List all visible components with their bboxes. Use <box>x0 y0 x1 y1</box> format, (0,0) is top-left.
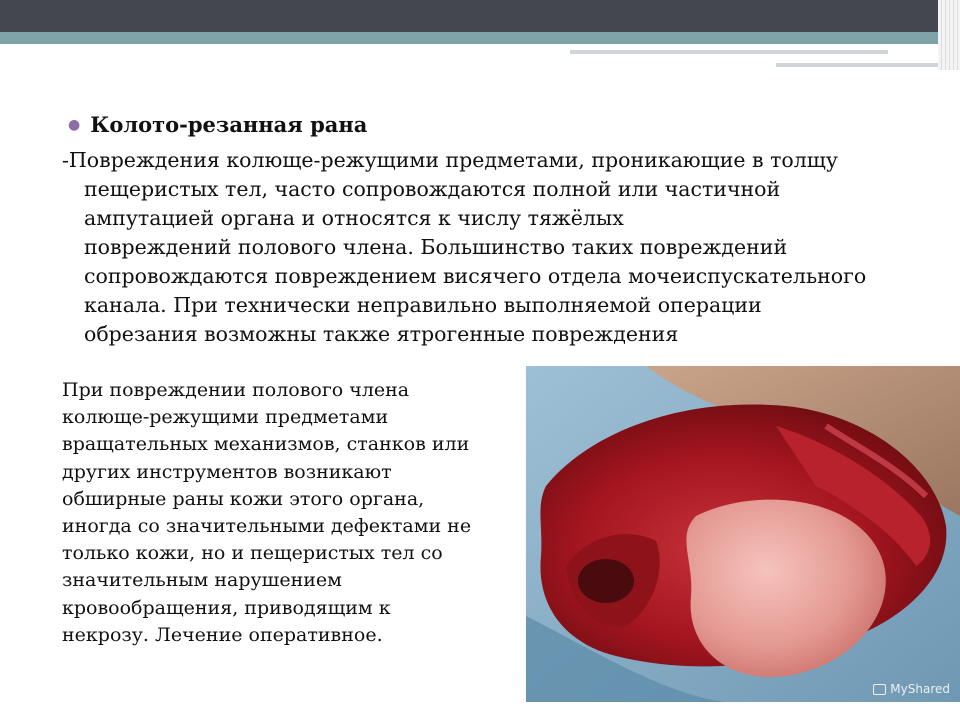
intro-line: сопровождаются повреждением висячего отдела мочеиспускательного <box>84 264 867 288</box>
description-paragraph <box>62 377 512 649</box>
description-line: колюще-режущими предметами <box>62 406 389 429</box>
intro-line: пещеристых тел, часто сопровождаются полной или частичной <box>84 177 781 201</box>
description-line: других инструментов возникают <box>62 460 392 483</box>
intro-paragraph <box>62 146 934 349</box>
intro-line: канала. При технически неправильно выполняемой операции <box>84 293 762 317</box>
description-line: кровообращения, приводящим к <box>62 596 391 619</box>
description-line: только кожи, но и пещеристых тел со <box>62 542 443 565</box>
decorative-edge-stripes <box>938 0 960 70</box>
bullet-dot-icon: ● <box>68 117 81 133</box>
header-dark-band <box>0 0 960 32</box>
description-line: значительным нарушением <box>62 569 342 592</box>
description-line: вращательных механизмов, станков или <box>62 433 470 456</box>
watermark-text: MyShared <box>890 682 950 696</box>
intro-line: -Повреждения колюще-режущими предметами, проникающие в толщу <box>62 148 838 172</box>
intro-line: обрезания возможны также ятрогенные повреждения <box>84 322 679 346</box>
intro-line: повреждений полового члена. Большинство таких повреждений <box>84 235 788 259</box>
description-line: обширные раны кожи этого органа, <box>62 487 425 510</box>
myshared-logo-icon <box>873 684 886 695</box>
header-teal-band <box>0 32 960 44</box>
description-line: При повреждении полового члена <box>62 379 410 401</box>
heading-text: Колото-резанная рана <box>90 112 368 137</box>
decorative-rule-lower <box>776 63 940 67</box>
slide-heading <box>68 112 367 137</box>
description-line: иногда со значительными дефектами не <box>62 515 472 538</box>
clinical-photo <box>526 366 960 702</box>
intro-line: ампутацией органа и относятся к числу тяжёлых <box>84 206 624 230</box>
watermark <box>873 682 950 696</box>
decorative-rule-upper <box>570 50 888 54</box>
description-line: некрозу. Лечение оперативное. <box>62 623 383 646</box>
